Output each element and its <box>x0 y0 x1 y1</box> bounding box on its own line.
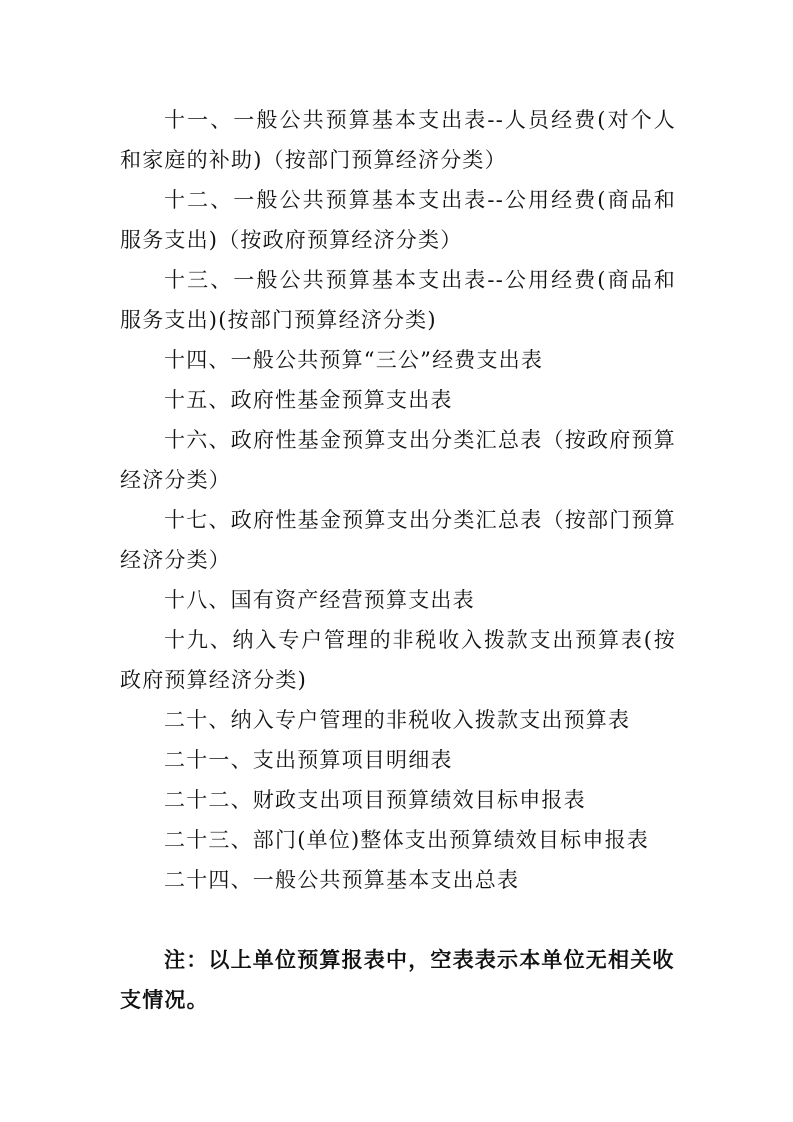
list-item-12: 十二、一般公共预算基本支出表--公用经费(商品和服务支出)（按政府预算经济分类） <box>120 188 676 252</box>
list-item-14: 十四、一般公共预算“三公”经费支出表 <box>164 348 544 372</box>
list-item-18: 十八、国有资产经营预算支出表 <box>164 588 475 612</box>
list-item-22: 二十二、财政支出项目预算绩效目标申报表 <box>164 788 586 812</box>
list-item-11: 十一、一般公共预算基本支出表--人员经费(对个人和家庭的补助)（按部门预算经济分类） <box>120 108 676 172</box>
list-item-16: 十六、政府性基金预算支出分类汇总表（按政府预算经济分类） <box>120 428 676 492</box>
list-item-23: 二十三、部门(单位)整体支出预算绩效目标申报表 <box>164 828 649 852</box>
list-item-20: 二十、纳入专户管理的非税收入拨款支出预算表 <box>164 708 631 732</box>
list-item-17: 十七、政府性基金预算支出分类汇总表（按部门预算经济分类） <box>120 508 676 572</box>
note-paragraph: 注：以上单位预算报表中，空表表示本单位无相关收支情况。 <box>120 947 675 1012</box>
list-item-19: 十九、纳入专户管理的非税收入拨款支出预算表(按政府预算经济分类) <box>120 628 676 692</box>
list-item-13: 十三、一般公共预算基本支出表--公用经费(商品和服务支出)(按部门预算经济分类) <box>120 268 676 332</box>
list-item-15: 十五、政府性基金预算支出表 <box>164 388 453 412</box>
list-item-21: 二十一、支出预算项目明细表 <box>164 748 453 772</box>
list-item-24: 二十四、一般公共预算基本支出总表 <box>164 868 520 892</box>
document-body <box>120 100 676 1020</box>
